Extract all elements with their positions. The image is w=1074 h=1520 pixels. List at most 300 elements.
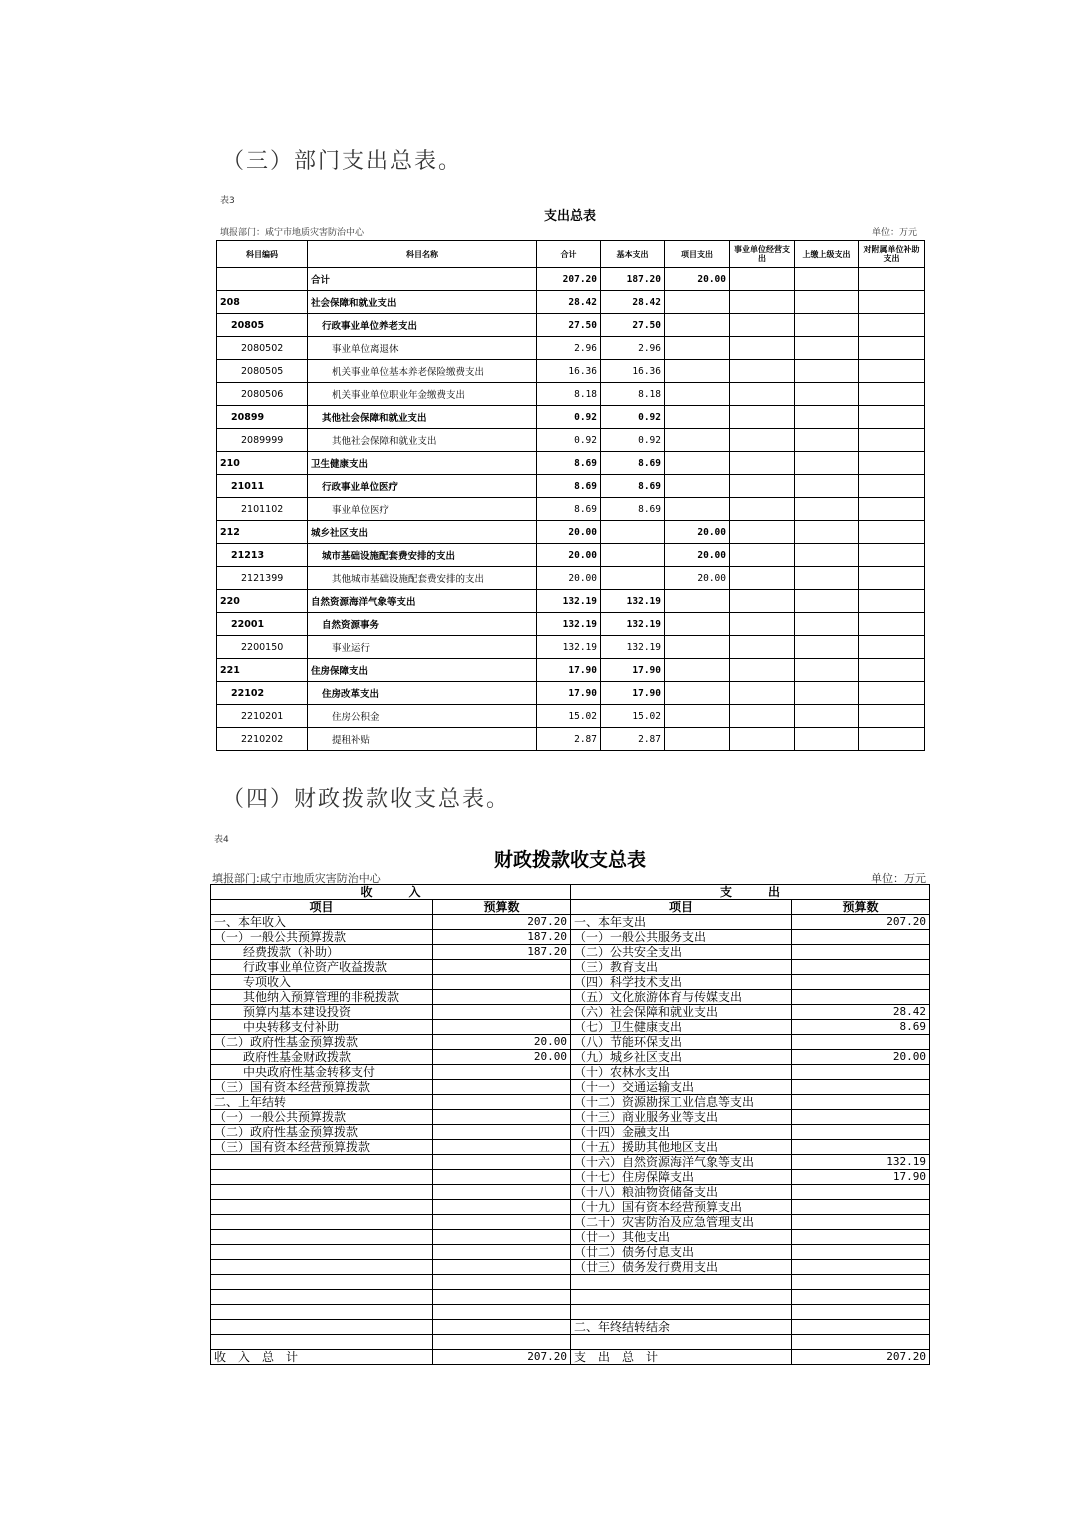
expense-item-cell: （二十）灾害防治及应急管理支出: [571, 1215, 792, 1230]
business-expense-cell: [730, 590, 795, 613]
expense-item-cell: （十七）住房保障支出: [571, 1170, 792, 1185]
income-item-cell: （三）国有资本经营预算拨款: [211, 1140, 433, 1155]
total-cell: 8.69: [537, 498, 601, 521]
table-row: [217, 590, 925, 613]
basic-expense-cell: 187.20: [601, 268, 665, 291]
subject-code-cell: 2089999: [217, 429, 308, 452]
total-cell: 132.19: [537, 613, 601, 636]
expense-item-cell: （三）教育支出: [571, 960, 792, 975]
expense-item-cell: （十六）自然资源海洋气象等支出: [571, 1155, 792, 1170]
income-item-cell: （一）一般公共预算拨款: [211, 1110, 433, 1125]
remit-expense-cell: [795, 314, 859, 337]
table-row: [211, 945, 930, 960]
header-cell: 上缴上级支出: [795, 241, 859, 268]
basic-expense-cell: 16.36: [601, 360, 665, 383]
income-amount-cell: 207.20: [433, 915, 571, 930]
remit-expense-cell: [795, 544, 859, 567]
table-row: [211, 1305, 930, 1320]
remit-expense-cell: [795, 475, 859, 498]
table-row: [217, 429, 925, 452]
expense-amount-cell: [792, 1125, 930, 1140]
table-row: [217, 475, 925, 498]
income-item-cell: （一）一般公共预算拨款: [211, 930, 433, 945]
business-expense-cell: [730, 705, 795, 728]
income-item-cell: 经费拨款（补助）: [211, 945, 433, 960]
income-item-cell: 一、本年收入: [211, 915, 433, 930]
subject-code-cell: 208: [217, 291, 308, 314]
expense-item-cell: （七）卫生健康支出: [571, 1020, 792, 1035]
table-row: [217, 728, 925, 751]
remit-expense-cell: [795, 291, 859, 314]
header-cell: 合计: [537, 241, 601, 268]
subsidy-expense-cell: [859, 268, 925, 291]
expense-item-header: 项目: [571, 900, 792, 915]
total-cell: 16.36: [537, 360, 601, 383]
project-expense-cell: 20.00: [665, 567, 730, 590]
header-cell: 事业单位经营支出: [730, 241, 795, 268]
remit-expense-cell: [795, 498, 859, 521]
project-expense-cell: [665, 659, 730, 682]
basic-expense-cell: [601, 521, 665, 544]
table-row: [211, 1155, 930, 1170]
subject-code-cell: 2210202: [217, 728, 308, 751]
remit-expense-cell: [795, 567, 859, 590]
expense-amount-cell: 207.20: [792, 915, 930, 930]
expense-item-cell: （廿三）债务发行费用支出: [571, 1260, 792, 1275]
income-amount-cell: 187.20: [433, 945, 571, 960]
subject-code-cell: 22001: [217, 613, 308, 636]
income-amount-header: 预算数: [433, 900, 571, 915]
expense-item-cell: （十九）国有资本经营预算支出: [571, 1200, 792, 1215]
expense-amount-cell: 28.42: [792, 1005, 930, 1020]
subject-code-cell: 2080506: [217, 383, 308, 406]
remit-expense-cell: [795, 682, 859, 705]
expense-item-cell: （十三）商业服务业等支出: [571, 1110, 792, 1125]
income-item-cell: [211, 1245, 433, 1260]
table-row: [217, 705, 925, 728]
expense-amount-cell: [792, 975, 930, 990]
table-row: [217, 337, 925, 360]
business-expense-cell: [730, 636, 795, 659]
basic-expense-cell: 8.69: [601, 498, 665, 521]
expense-amount-cell: [792, 1035, 930, 1050]
subsidy-expense-cell: [859, 659, 925, 682]
table-row: [211, 1260, 930, 1275]
expenditure-summary-table: [216, 240, 925, 751]
table-row: [217, 291, 925, 314]
table-row: [211, 975, 930, 990]
remit-expense-cell: [795, 337, 859, 360]
expense-item-cell: 一、本年支出: [571, 915, 792, 930]
income-item-cell: 中央政府性基金转移支付: [211, 1065, 433, 1080]
table-row: [211, 1065, 930, 1080]
table-row: [217, 498, 925, 521]
expense-amount-cell: [792, 1095, 930, 1110]
subject-name-cell: 事业运行: [308, 636, 537, 659]
subject-name-cell: 行政事业单位养老支出: [308, 314, 537, 337]
table-row: [217, 268, 925, 291]
income-amount-cell: [433, 975, 571, 990]
header-cell: 科目名称: [308, 241, 537, 268]
table-row: [211, 1200, 930, 1215]
total-cell: 15.02: [537, 705, 601, 728]
table-row: [211, 1005, 930, 1020]
expense-amount-cell: 17.90: [792, 1170, 930, 1185]
income-item-cell: （二）政府性基金预算拨款: [211, 1035, 433, 1050]
business-expense-cell: [730, 613, 795, 636]
total-cell: 132.19: [537, 590, 601, 613]
income-amount-cell: [433, 1185, 571, 1200]
total-income-value: 207.20: [433, 1350, 571, 1365]
project-expense-cell: [665, 613, 730, 636]
remit-expense-cell: [795, 636, 859, 659]
basic-expense-cell: 8.69: [601, 475, 665, 498]
income-item-cell: [211, 1305, 433, 1320]
expense-item-cell: 二、年终结转结余: [571, 1320, 792, 1335]
income-amount-cell: [433, 1155, 571, 1170]
expense-item-cell: （六）社会保障和就业支出: [571, 1005, 792, 1020]
business-expense-cell: [730, 728, 795, 751]
expense-item-cell: （廿二）债务付息支出: [571, 1245, 792, 1260]
income-item-cell: [211, 1215, 433, 1230]
expense-amount-cell: 132.19: [792, 1155, 930, 1170]
subsidy-expense-cell: [859, 544, 925, 567]
income-item-cell: [211, 1185, 433, 1200]
expense-item-cell: （二）公共安全支出: [571, 945, 792, 960]
expense-item-cell: （十八）粮油物资储备支出: [571, 1185, 792, 1200]
table-row: [211, 1140, 930, 1155]
table-row: [217, 636, 925, 659]
expense-amount-cell: [792, 1260, 930, 1275]
project-expense-cell: 20.00: [665, 544, 730, 567]
subsidy-expense-cell: [859, 682, 925, 705]
expense-amount-cell: [792, 1065, 930, 1080]
subsidy-expense-cell: [859, 613, 925, 636]
section3-heading: （三）部门支出总表。: [222, 149, 463, 174]
table-row: [211, 1290, 930, 1305]
project-expense-cell: [665, 314, 730, 337]
table-row: [211, 1080, 930, 1095]
total-cell: 2.87: [537, 728, 601, 751]
project-expense-cell: [665, 705, 730, 728]
basic-expense-cell: 0.92: [601, 406, 665, 429]
subject-name-cell: 行政事业单位医疗: [308, 475, 537, 498]
section4-unit: 单位：万元: [871, 872, 926, 885]
business-expense-cell: [730, 337, 795, 360]
subject-code-cell: 20899: [217, 406, 308, 429]
remit-expense-cell: [795, 429, 859, 452]
expense-amount-cell: [792, 1335, 930, 1350]
total-cell: 2.96: [537, 337, 601, 360]
subsidy-expense-cell: [859, 360, 925, 383]
income-amount-cell: [433, 1140, 571, 1155]
subject-name-cell: 其他社会保障和就业支出: [308, 429, 537, 452]
expense-item-cell: （一）一般公共服务支出: [571, 930, 792, 945]
expense-item-cell: （九）城乡社区支出: [571, 1050, 792, 1065]
table-row: [211, 1020, 930, 1035]
section3-dept: 填报部门：咸宁市地质灾害防治中心: [220, 228, 365, 238]
income-item-cell: 专项收入: [211, 975, 433, 990]
table-row: [211, 1170, 930, 1185]
table-row: [217, 567, 925, 590]
subject-name-cell: 事业单位离退休: [308, 337, 537, 360]
expense-item-cell: [571, 1305, 792, 1320]
header-cell: 对附属单位补助支出: [859, 241, 925, 268]
expense-amount-cell: [792, 1185, 930, 1200]
business-expense-cell: [730, 406, 795, 429]
expense-amount-cell: [792, 1110, 930, 1125]
expense-amount-cell: [792, 1200, 930, 1215]
subject-code-cell: 221: [217, 659, 308, 682]
subject-name-cell: 住房改革支出: [308, 682, 537, 705]
total-income-label: 收 入 总 计: [211, 1350, 433, 1365]
expense-item-cell: （十四）金融支出: [571, 1125, 792, 1140]
expense-amount-cell: [792, 1230, 930, 1245]
table-row: [211, 1275, 930, 1290]
table-row: [211, 1245, 930, 1260]
table-header-row: [217, 241, 925, 268]
section3-table-title: 支出总表: [543, 209, 596, 224]
section3-unit: 单位：万元: [872, 228, 918, 238]
subject-code-cell: 220: [217, 590, 308, 613]
table-row: [211, 1185, 930, 1200]
subsidy-expense-cell: [859, 498, 925, 521]
income-item-cell: [211, 1200, 433, 1215]
section4-table-tag: 表4: [214, 835, 229, 845]
subsidy-expense-cell: [859, 705, 925, 728]
total-cell: 132.19: [537, 636, 601, 659]
subsidy-expense-cell: [859, 728, 925, 751]
table-row: [211, 1035, 930, 1050]
total-cell: 8.69: [537, 452, 601, 475]
subsidy-expense-cell: [859, 567, 925, 590]
subject-name-cell: 事业单位医疗: [308, 498, 537, 521]
income-item-cell: 中央转移支付补助: [211, 1020, 433, 1035]
section4-table-title: 财政拨款收支总表: [493, 849, 646, 871]
income-item-cell: 预算内基本建设投资: [211, 1005, 433, 1020]
total-cell: 0.92: [537, 429, 601, 452]
remit-expense-cell: [795, 613, 859, 636]
expense-item-cell: （十五）援助其他地区支出: [571, 1140, 792, 1155]
expense-amount-cell: [792, 1215, 930, 1230]
basic-expense-cell: [601, 544, 665, 567]
total-cell: 27.50: [537, 314, 601, 337]
subject-code-cell: 2080505: [217, 360, 308, 383]
header-cell: 基本支出: [601, 241, 665, 268]
expense-amount-cell: [792, 960, 930, 975]
basic-expense-cell: 0.92: [601, 429, 665, 452]
subject-name-cell: 自然资源事务: [308, 613, 537, 636]
expense-item-cell: [571, 1335, 792, 1350]
business-expense-cell: [730, 659, 795, 682]
subject-code-cell: [217, 268, 308, 291]
total-cell: 20.00: [537, 544, 601, 567]
total-cell: 207.20: [537, 268, 601, 291]
income-item-cell: [211, 1170, 433, 1185]
income-item-cell: [211, 1290, 433, 1305]
total-cell: 8.18: [537, 383, 601, 406]
income-amount-cell: [433, 1110, 571, 1125]
income-item-cell: [211, 1275, 433, 1290]
subject-name-cell: 自然资源海洋气象等支出: [308, 590, 537, 613]
table-row: [217, 659, 925, 682]
business-expense-cell: [730, 360, 795, 383]
remit-expense-cell: [795, 383, 859, 406]
business-expense-cell: [730, 498, 795, 521]
subject-code-cell: 2080502: [217, 337, 308, 360]
header-cell: 科目编码: [217, 241, 308, 268]
section4-dept: 填报部门:咸宁市地质灾害防治中心: [212, 872, 381, 885]
fiscal-appropriation-table: [210, 884, 930, 1365]
income-amount-cell: [433, 1275, 571, 1290]
basic-expense-cell: 27.50: [601, 314, 665, 337]
expense-amount-cell: [792, 1275, 930, 1290]
basic-expense-cell: 15.02: [601, 705, 665, 728]
total-cell: 20.00: [537, 521, 601, 544]
income-amount-cell: [433, 1125, 571, 1140]
expense-amount-cell: [792, 945, 930, 960]
income-item-cell: （二）政府性基金预算拨款: [211, 1125, 433, 1140]
expense-amount-cell: [792, 990, 930, 1005]
project-expense-cell: [665, 337, 730, 360]
expense-item-cell: （十一）交通运输支出: [571, 1080, 792, 1095]
subsidy-expense-cell: [859, 314, 925, 337]
project-expense-cell: [665, 498, 730, 521]
table-row: [211, 1050, 930, 1065]
total-cell: 20.00: [537, 567, 601, 590]
header-cell: 项目支出: [665, 241, 730, 268]
table-row: [217, 682, 925, 705]
subject-code-cell: 2200150: [217, 636, 308, 659]
table-row: [217, 406, 925, 429]
table-row: [217, 452, 925, 475]
total-expense-value: 207.20: [792, 1350, 930, 1365]
income-amount-cell: [433, 960, 571, 975]
subsidy-expense-cell: [859, 383, 925, 406]
expense-item-cell: [571, 1290, 792, 1305]
table-row: [211, 1125, 930, 1140]
subsidy-expense-cell: [859, 452, 925, 475]
income-amount-cell: [433, 1245, 571, 1260]
total-cell: 17.90: [537, 682, 601, 705]
subject-code-cell: 2121399: [217, 567, 308, 590]
income-amount-cell: [433, 1305, 571, 1320]
expense-item-cell: （十）农林水支出: [571, 1065, 792, 1080]
business-expense-cell: [730, 429, 795, 452]
subsidy-expense-cell: [859, 636, 925, 659]
total-cell: 17.90: [537, 659, 601, 682]
business-expense-cell: [730, 268, 795, 291]
remit-expense-cell: [795, 659, 859, 682]
subject-code-cell: 2101102: [217, 498, 308, 521]
table-row: [211, 1110, 930, 1125]
income-item-cell: [211, 1230, 433, 1245]
table-row: [211, 1335, 930, 1350]
subsidy-expense-cell: [859, 475, 925, 498]
income-item-cell: 政府性基金财政拨款: [211, 1050, 433, 1065]
expense-item-cell: [571, 1275, 792, 1290]
subject-code-cell: 2210201: [217, 705, 308, 728]
income-header: 收 入: [211, 885, 571, 900]
income-amount-cell: [433, 1290, 571, 1305]
income-amount-cell: [433, 1335, 571, 1350]
expense-amount-cell: [792, 1140, 930, 1155]
income-amount-cell: [433, 1170, 571, 1185]
subsidy-expense-cell: [859, 429, 925, 452]
income-item-cell: 二、上年结转: [211, 1095, 433, 1110]
subject-name-cell: 卫生健康支出: [308, 452, 537, 475]
expense-amount-cell: [792, 1245, 930, 1260]
subject-name-cell: 城市基础设施配套费安排的支出: [308, 544, 537, 567]
project-expense-cell: [665, 590, 730, 613]
table-row: [217, 544, 925, 567]
project-expense-cell: [665, 682, 730, 705]
remit-expense-cell: [795, 406, 859, 429]
remit-expense-cell: [795, 360, 859, 383]
basic-expense-cell: 2.87: [601, 728, 665, 751]
basic-expense-cell: 132.19: [601, 590, 665, 613]
business-expense-cell: [730, 544, 795, 567]
subsidy-expense-cell: [859, 521, 925, 544]
subject-name-cell: 提租补贴: [308, 728, 537, 751]
expense-item-cell: （八）节能环保支出: [571, 1035, 792, 1050]
expense-item-cell: （五）文化旅游体育与传媒支出: [571, 990, 792, 1005]
income-amount-cell: 187.20: [433, 930, 571, 945]
total-cell: 28.42: [537, 291, 601, 314]
total-row: [211, 1350, 930, 1365]
subsidy-expense-cell: [859, 406, 925, 429]
income-amount-cell: [433, 1080, 571, 1095]
income-amount-cell: 20.00: [433, 1035, 571, 1050]
income-amount-cell: [433, 990, 571, 1005]
subject-name-cell: 住房公积金: [308, 705, 537, 728]
business-expense-cell: [730, 383, 795, 406]
business-expense-cell: [730, 291, 795, 314]
income-item-cell: [211, 1260, 433, 1275]
business-expense-cell: [730, 314, 795, 337]
business-expense-cell: [730, 452, 795, 475]
project-expense-cell: [665, 475, 730, 498]
income-amount-cell: [433, 1260, 571, 1275]
table-row: [211, 1230, 930, 1245]
income-amount-cell: [433, 1065, 571, 1080]
subject-name-cell: 其他社会保障和就业支出: [308, 406, 537, 429]
table-row: [217, 314, 925, 337]
income-item-cell: [211, 1320, 433, 1335]
income-amount-cell: 20.00: [433, 1050, 571, 1065]
project-expense-cell: [665, 291, 730, 314]
basic-expense-cell: [601, 567, 665, 590]
basic-expense-cell: 132.19: [601, 613, 665, 636]
business-expense-cell: [730, 475, 795, 498]
subsidy-expense-cell: [859, 291, 925, 314]
business-expense-cell: [730, 682, 795, 705]
basic-expense-cell: 17.90: [601, 682, 665, 705]
business-expense-cell: [730, 567, 795, 590]
subject-name-cell: 其他城市基础设施配套费安排的支出: [308, 567, 537, 590]
remit-expense-cell: [795, 590, 859, 613]
expense-item-cell: （四）科学技术支出: [571, 975, 792, 990]
basic-expense-cell: 17.90: [601, 659, 665, 682]
subject-name-cell: 住房保障支出: [308, 659, 537, 682]
expense-amount-cell: 20.00: [792, 1050, 930, 1065]
table-header-row: [211, 885, 930, 900]
remit-expense-cell: [795, 705, 859, 728]
table-row: [211, 1320, 930, 1335]
section3-table-tag: 表3: [220, 196, 235, 206]
table-row: [217, 521, 925, 544]
expense-header: 支 出: [571, 885, 930, 900]
